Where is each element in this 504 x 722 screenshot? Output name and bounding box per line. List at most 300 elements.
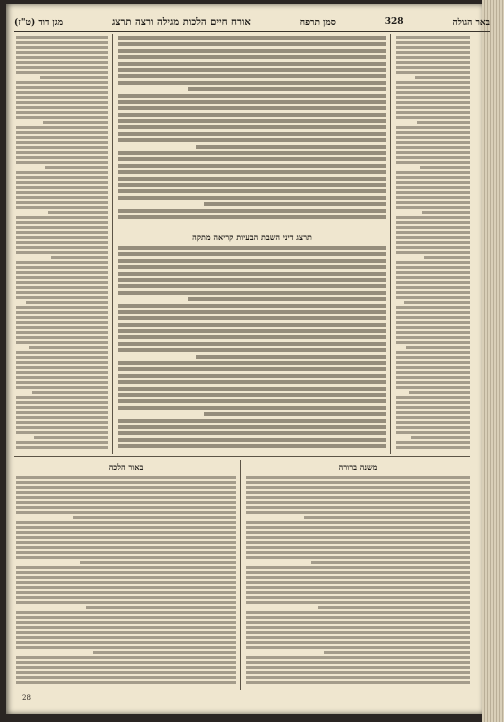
text-line <box>396 196 470 199</box>
text-line <box>396 221 470 224</box>
text-line <box>118 106 386 110</box>
text-line <box>396 191 470 194</box>
text-line <box>16 671 236 674</box>
text-line <box>16 276 108 279</box>
text-line <box>118 113 386 117</box>
text-line <box>396 71 470 74</box>
text-line <box>118 425 386 429</box>
text-line <box>16 136 108 139</box>
text-line <box>404 301 470 304</box>
text-line <box>16 601 236 604</box>
text-line <box>246 641 470 644</box>
header-left: מגן דוד (ט"ז) <box>14 17 64 28</box>
header-title: אורח חיים הלכות מגילה ורצה תרצג <box>111 16 251 28</box>
text-line <box>118 316 386 320</box>
text-line <box>324 651 470 654</box>
text-line <box>16 491 236 494</box>
text-line <box>396 431 470 434</box>
text-line <box>396 251 470 254</box>
text-line <box>16 111 108 114</box>
text-line <box>246 591 470 594</box>
text-line <box>118 42 386 46</box>
text-line <box>16 541 236 544</box>
text-line <box>118 367 386 371</box>
text-line <box>16 66 108 69</box>
text-line <box>118 94 386 98</box>
text-line <box>246 596 470 599</box>
text-line <box>396 441 470 444</box>
text-line <box>118 49 386 53</box>
text-line <box>16 641 236 644</box>
text-line <box>16 481 236 484</box>
text-line <box>396 366 470 369</box>
text-line <box>16 126 108 129</box>
text-line <box>118 100 386 104</box>
text-line <box>16 41 108 44</box>
text-line <box>16 71 108 74</box>
text-line <box>396 311 470 314</box>
text-line <box>16 236 108 239</box>
text-line <box>396 176 470 179</box>
text-line <box>16 326 108 329</box>
text-line <box>246 646 470 649</box>
text-line <box>246 526 470 529</box>
text-line <box>246 486 470 489</box>
text-line <box>318 606 470 609</box>
text-line <box>16 511 236 514</box>
text-line <box>246 576 470 579</box>
text-line <box>196 145 386 149</box>
text-line <box>396 51 470 54</box>
text-line <box>16 201 108 204</box>
text-line <box>16 381 108 384</box>
main-text-bottom <box>118 246 386 452</box>
text-line <box>16 331 108 334</box>
text-line <box>396 396 470 399</box>
mishna-berura-text <box>246 476 470 690</box>
text-line <box>16 171 108 174</box>
text-line <box>396 181 470 184</box>
text-line <box>246 476 470 479</box>
text-line <box>118 74 386 78</box>
text-line <box>16 376 108 379</box>
text-line <box>409 391 470 394</box>
text-line <box>246 671 470 674</box>
text-line <box>396 56 470 59</box>
text-line <box>16 336 108 339</box>
text-line <box>396 276 470 279</box>
text-line <box>396 161 470 164</box>
text-line <box>16 556 236 559</box>
text-line <box>26 301 108 304</box>
text-line <box>16 151 108 154</box>
text-line <box>16 551 236 554</box>
text-line <box>396 351 470 354</box>
text-line <box>16 616 236 619</box>
text-line <box>396 411 470 414</box>
text-line <box>396 111 470 114</box>
text-line <box>16 566 236 569</box>
page-edges <box>482 0 504 722</box>
text-line <box>396 61 470 64</box>
text-line <box>396 361 470 364</box>
text-line <box>118 304 386 308</box>
text-line <box>16 546 236 549</box>
text-line <box>86 606 236 609</box>
text-line <box>16 571 236 574</box>
text-line <box>118 252 386 256</box>
text-line <box>396 91 470 94</box>
text-line <box>43 121 108 124</box>
text-line <box>246 481 470 484</box>
text-line <box>118 132 386 136</box>
text-line <box>16 146 108 149</box>
text-line <box>396 146 470 149</box>
text-line <box>16 416 108 419</box>
text-line <box>16 261 108 264</box>
text-line <box>396 356 470 359</box>
text-line <box>396 291 470 294</box>
text-line <box>246 556 470 559</box>
text-line <box>16 181 108 184</box>
text-line <box>16 86 108 89</box>
text-line <box>16 251 108 254</box>
text-line <box>80 561 236 564</box>
text-line <box>396 306 470 309</box>
text-line <box>246 511 470 514</box>
text-line <box>396 171 470 174</box>
text-line <box>396 446 470 449</box>
text-line <box>396 286 470 289</box>
text-line <box>16 396 108 399</box>
text-line <box>246 631 470 634</box>
text-line <box>16 611 236 614</box>
text-line <box>16 576 236 579</box>
text-line <box>246 656 470 659</box>
text-line <box>118 374 386 378</box>
text-line <box>16 206 108 209</box>
text-line <box>16 631 236 634</box>
text-line <box>16 581 236 584</box>
text-line <box>16 116 108 119</box>
text-line <box>417 121 470 124</box>
text-line <box>16 56 108 59</box>
text-line <box>118 310 386 314</box>
text-line <box>16 646 236 649</box>
text-line <box>16 486 236 489</box>
text-line <box>16 106 108 109</box>
text-line <box>16 666 236 669</box>
text-line <box>16 361 108 364</box>
text-line <box>396 141 470 144</box>
text-line <box>396 401 470 404</box>
text-line <box>118 209 386 213</box>
text-line <box>16 221 108 224</box>
text-line <box>396 426 470 429</box>
text-line <box>396 386 470 389</box>
text-line <box>118 138 386 142</box>
text-line <box>411 436 470 439</box>
text-line <box>16 241 108 244</box>
text-line <box>396 66 470 69</box>
text-line <box>16 386 108 389</box>
text-line <box>16 426 108 429</box>
text-line <box>396 86 470 89</box>
text-line <box>118 419 386 423</box>
text-line <box>73 516 236 519</box>
text-line <box>396 36 470 39</box>
text-line <box>16 316 108 319</box>
text-line <box>16 431 108 434</box>
text-line <box>16 401 108 404</box>
text-line <box>16 36 108 39</box>
text-line <box>16 141 108 144</box>
text-line <box>396 371 470 374</box>
text-line <box>118 444 386 448</box>
text-line <box>16 271 108 274</box>
law-heading: תרצג דיני השבת הבעיות קריאה מתקה <box>192 232 312 242</box>
text-line <box>118 438 386 442</box>
text-line <box>16 341 108 344</box>
text-line <box>118 170 386 174</box>
text-line <box>396 246 470 249</box>
text-line <box>396 126 470 129</box>
text-line <box>118 406 386 410</box>
text-line <box>396 416 470 419</box>
header-rule <box>14 31 490 32</box>
text-line <box>246 491 470 494</box>
text-line <box>406 346 470 349</box>
text-line <box>246 531 470 534</box>
text-line <box>16 296 108 299</box>
text-line <box>246 571 470 574</box>
text-line <box>118 387 386 391</box>
text-line <box>396 201 470 204</box>
text-line <box>16 286 108 289</box>
text-line <box>16 246 108 249</box>
text-line <box>396 206 470 209</box>
text-line <box>16 291 108 294</box>
text-line <box>204 202 386 206</box>
column-divider-right <box>390 34 391 454</box>
beur-halacha-text <box>16 476 236 690</box>
text-line <box>118 323 386 327</box>
text-line <box>16 91 108 94</box>
text-line <box>246 566 470 569</box>
text-line <box>246 551 470 554</box>
text-line <box>188 297 386 301</box>
text-line <box>51 256 108 259</box>
text-line <box>16 356 108 359</box>
text-line <box>16 351 108 354</box>
text-line <box>32 391 108 394</box>
running-header <box>14 14 490 30</box>
text-line <box>16 231 108 234</box>
text-line <box>16 366 108 369</box>
text-line <box>16 421 108 424</box>
text-line <box>396 331 470 334</box>
text-line <box>422 211 470 214</box>
text-line <box>118 259 386 263</box>
text-line <box>16 266 108 269</box>
text-line <box>16 281 108 284</box>
text-line <box>118 393 386 397</box>
text-line <box>246 616 470 619</box>
text-line <box>118 177 386 181</box>
text-line <box>16 496 236 499</box>
text-line <box>16 521 236 524</box>
text-line <box>246 506 470 509</box>
text-line <box>246 611 470 614</box>
text-line <box>40 76 108 79</box>
text-line <box>396 216 470 219</box>
mishna-heading: משנה ברורה <box>338 462 378 472</box>
text-line <box>396 106 470 109</box>
text-line <box>16 196 108 199</box>
text-line <box>118 399 386 403</box>
text-line <box>396 41 470 44</box>
text-line <box>16 411 108 414</box>
text-line <box>246 601 470 604</box>
text-line <box>93 651 236 654</box>
text-line <box>396 96 470 99</box>
text-line <box>396 46 470 49</box>
text-line <box>396 156 470 159</box>
text-line <box>118 291 386 295</box>
text-line <box>118 342 386 346</box>
text-line <box>118 246 386 250</box>
text-line <box>118 215 386 219</box>
text-line <box>16 176 108 179</box>
text-line <box>118 189 386 193</box>
text-line <box>420 166 470 169</box>
text-line <box>396 336 470 339</box>
text-line <box>16 191 108 194</box>
text-line <box>16 51 108 54</box>
text-line <box>16 621 236 624</box>
text-line <box>396 131 470 134</box>
text-line <box>118 380 386 384</box>
text-line <box>16 371 108 374</box>
text-line <box>118 196 386 200</box>
text-line <box>396 266 470 269</box>
text-line <box>16 101 108 104</box>
text-line <box>16 186 108 189</box>
text-line <box>246 521 470 524</box>
text-line <box>396 261 470 264</box>
text-line <box>118 68 386 72</box>
text-line <box>396 341 470 344</box>
text-line <box>16 156 108 159</box>
text-line <box>188 87 386 91</box>
text-line <box>118 62 386 66</box>
text-line <box>48 211 108 214</box>
text-line <box>16 306 108 309</box>
text-line <box>118 278 386 282</box>
text-line <box>396 326 470 329</box>
text-line <box>16 61 108 64</box>
text-line <box>29 346 108 349</box>
text-line <box>415 76 470 79</box>
column-divider-left <box>112 34 113 454</box>
text-line <box>118 361 386 365</box>
text-line <box>16 531 236 534</box>
text-line <box>396 151 470 154</box>
text-line <box>16 96 108 99</box>
text-line <box>396 381 470 384</box>
text-line <box>304 516 470 519</box>
text-line <box>396 316 470 319</box>
text-line <box>246 636 470 639</box>
text-line <box>396 281 470 284</box>
text-line <box>396 226 470 229</box>
text-line <box>396 81 470 84</box>
text-line <box>16 506 236 509</box>
text-line <box>16 536 236 539</box>
text-line <box>311 561 470 564</box>
text-line <box>16 406 108 409</box>
text-line <box>396 406 470 409</box>
text-line <box>118 125 386 129</box>
text-line <box>396 321 470 324</box>
text-line <box>246 661 470 664</box>
text-line <box>16 501 236 504</box>
text-line <box>246 586 470 589</box>
text-line <box>16 311 108 314</box>
text-line <box>246 501 470 504</box>
text-line <box>246 546 470 549</box>
text-line <box>16 216 108 219</box>
text-line <box>118 272 386 276</box>
page-number: 328 <box>384 17 404 27</box>
text-line <box>16 676 236 679</box>
right-commentary <box>396 36 470 452</box>
section-rule <box>14 456 470 457</box>
text-line <box>16 596 236 599</box>
text-line <box>246 681 470 684</box>
text-line <box>16 321 108 324</box>
text-line <box>16 226 108 229</box>
header-right: באר הגולה <box>452 17 490 28</box>
text-line <box>204 412 386 416</box>
text-line <box>16 446 108 449</box>
text-line <box>118 81 386 85</box>
text-line <box>16 161 108 164</box>
text-line <box>118 151 386 155</box>
page-mark: 28 <box>22 694 31 702</box>
text-line <box>246 626 470 629</box>
text-line <box>396 241 470 244</box>
text-line <box>16 476 236 479</box>
text-line <box>16 591 236 594</box>
text-line <box>246 541 470 544</box>
text-line <box>396 271 470 274</box>
text-line <box>16 636 236 639</box>
text-line <box>118 284 386 288</box>
text-line <box>246 581 470 584</box>
text-line <box>16 586 236 589</box>
text-line <box>424 256 470 259</box>
header-center: סמן תרפח <box>299 17 336 28</box>
text-line <box>16 681 236 684</box>
text-line <box>246 496 470 499</box>
text-line <box>246 621 470 624</box>
text-line <box>16 661 236 664</box>
text-line <box>118 164 386 168</box>
text-line <box>118 157 386 161</box>
text-line <box>118 431 386 435</box>
text-line <box>16 441 108 444</box>
